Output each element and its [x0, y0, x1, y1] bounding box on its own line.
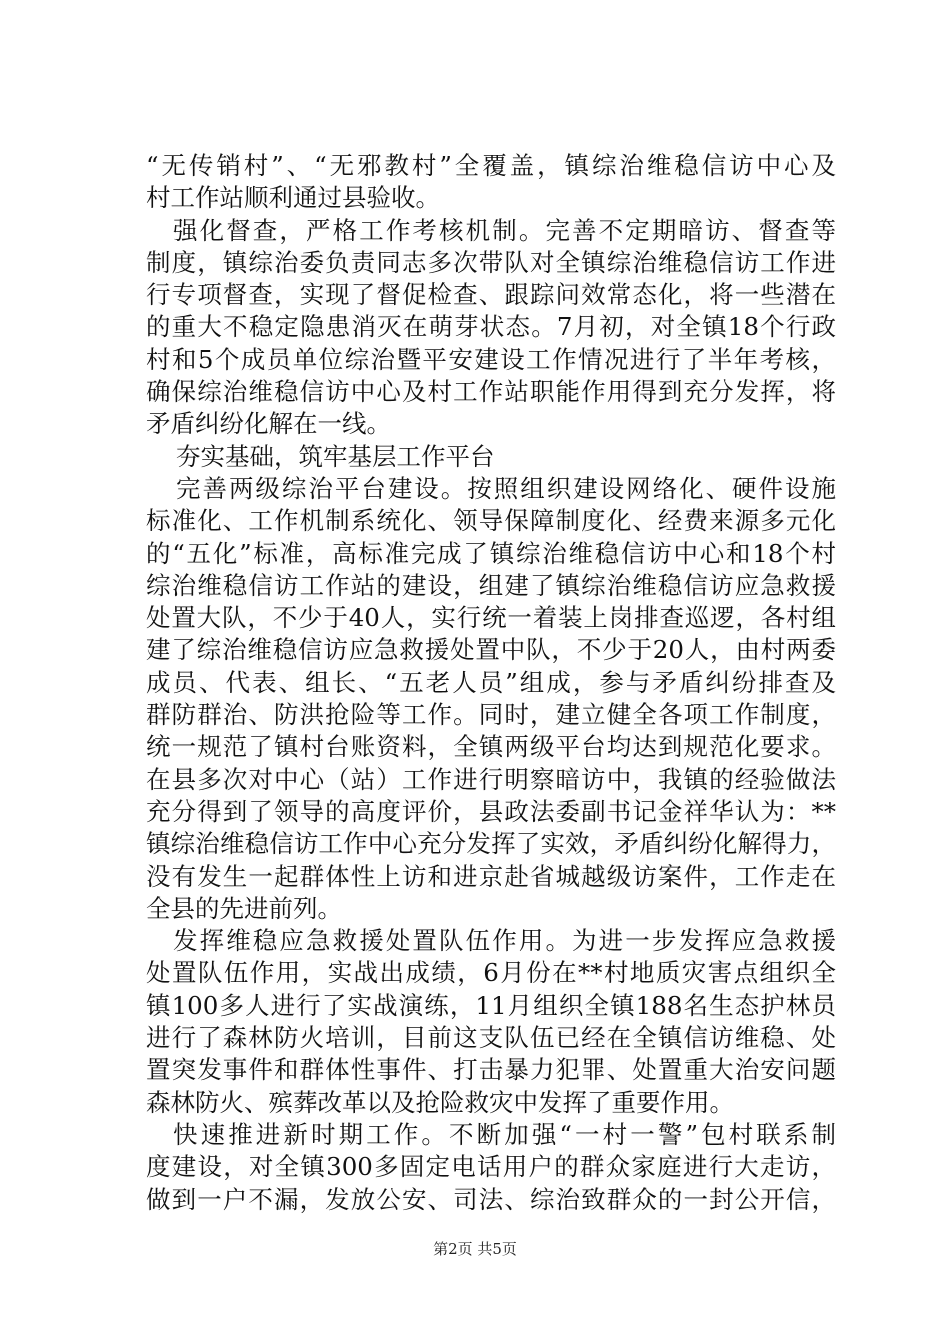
text-line: 制度，镇综治委负责同志多次带队对全镇综治维稳信访工作进: [146, 247, 836, 277]
text-line: 统一规范了镇村台账资料，全镇两级平台均达到规范化要求。: [146, 732, 836, 762]
text-line: 的重大不稳定隐患消灭在萌芽状态。7月初，对全镇18个行政: [146, 312, 836, 342]
text-line: 度建设，对全镇300多固定电话用户的群众家庭进行大走访，: [146, 1152, 836, 1182]
section-heading: 夯实基础，筑牢基层工作平台: [176, 441, 495, 471]
text-line: 建了综治维稳信访应急救援处置中队，不少于20人，由村两委: [146, 635, 836, 665]
text-line: 标准化、工作机制系统化、领导保障制度化、经费来源多元化: [146, 506, 836, 536]
text-line: “无传销村”、“无邪教村”全覆盖，镇综治维稳信访中心及: [146, 151, 836, 180]
text-line: 全县的先进前列。: [146, 893, 342, 923]
text-line: 群防群治、防洪抢险等工作。同时，建立健全各项工作制度，: [146, 700, 836, 730]
text-line: 的“五化”标准，高标准完成了镇综治维稳信访中心和18个村: [146, 538, 836, 568]
document-body: [146, 150, 836, 1216]
text-line: 综治维稳信访工作站的建设，组建了镇综治维稳信访应急救援: [146, 570, 836, 600]
text-line: 矛盾纠纷化解在一线。: [146, 409, 391, 439]
text-line: 进行了森林防火培训，目前这支队伍已经在全镇信访维稳、处: [146, 1023, 836, 1053]
page-number-footer: 第2页 共5页: [433, 1240, 517, 1258]
text-line: 成员、代表、组长、“五老人员”组成，参与矛盾纠纷排查及: [146, 667, 836, 697]
text-line: 在县多次对中心（站）工作进行明察暗访中，我镇的经验做法: [146, 764, 836, 794]
paragraph-heading-line: 强化督查，严格工作考核机制。完善不定期暗访、督查等: [173, 215, 836, 245]
text-line: 村和5个成员单位综治暨平安建设工作情况进行了半年考核，: [146, 344, 836, 374]
text-line: 行专项督查，实现了督促检查、跟踪问效常态化，将一些潜在: [146, 280, 836, 310]
text-line: 森林防火、殡葬改革以及抢险救灾中发挥了重要作用。: [146, 1087, 734, 1117]
paragraph-heading-line: 发挥维稳应急救援处置队伍作用。为进一步发挥应急救援: [173, 926, 836, 956]
text-line: 置突发事件和群体性事件、打击暴力犯罪、处置重大治安问题: [146, 1055, 836, 1085]
text-line: 做到一户不漏，发放公安、司法、综治致群众的一封公开信，: [146, 1184, 836, 1214]
text-line: 镇100多人进行了实战演练，11月组织全镇188名生态护林员: [146, 990, 836, 1020]
paragraph-heading-line: 快速推进新时期工作。不断加强“一村一警”包村联系制: [173, 1119, 836, 1149]
paragraph-heading-line: 完善两级综治平台建设。按照组织建设网络化、硬件设施: [176, 473, 836, 503]
text-line: 处置队伍作用，实战出成绩，6月份在**村地质灾害点组织全: [146, 958, 836, 988]
text-line: 村工作站顺利通过县验收。: [146, 183, 440, 213]
text-line: 处置大队，不少于40人，实行统一着装上岗排查巡逻，各村组: [146, 603, 836, 633]
text-line: 没有发生一起群体性上访和进京赴省城越级访案件，工作走在: [146, 861, 836, 891]
text-line: 确保综治维稳信访中心及村工作站职能作用得到充分发挥，将: [146, 377, 836, 407]
text-line: 镇综治维稳信访工作中心充分发挥了实效，矛盾纠纷化解得力，: [146, 829, 836, 859]
text-line: 充分得到了领导的高度评价，县政法委副书记金祥华认为：**: [146, 796, 836, 826]
